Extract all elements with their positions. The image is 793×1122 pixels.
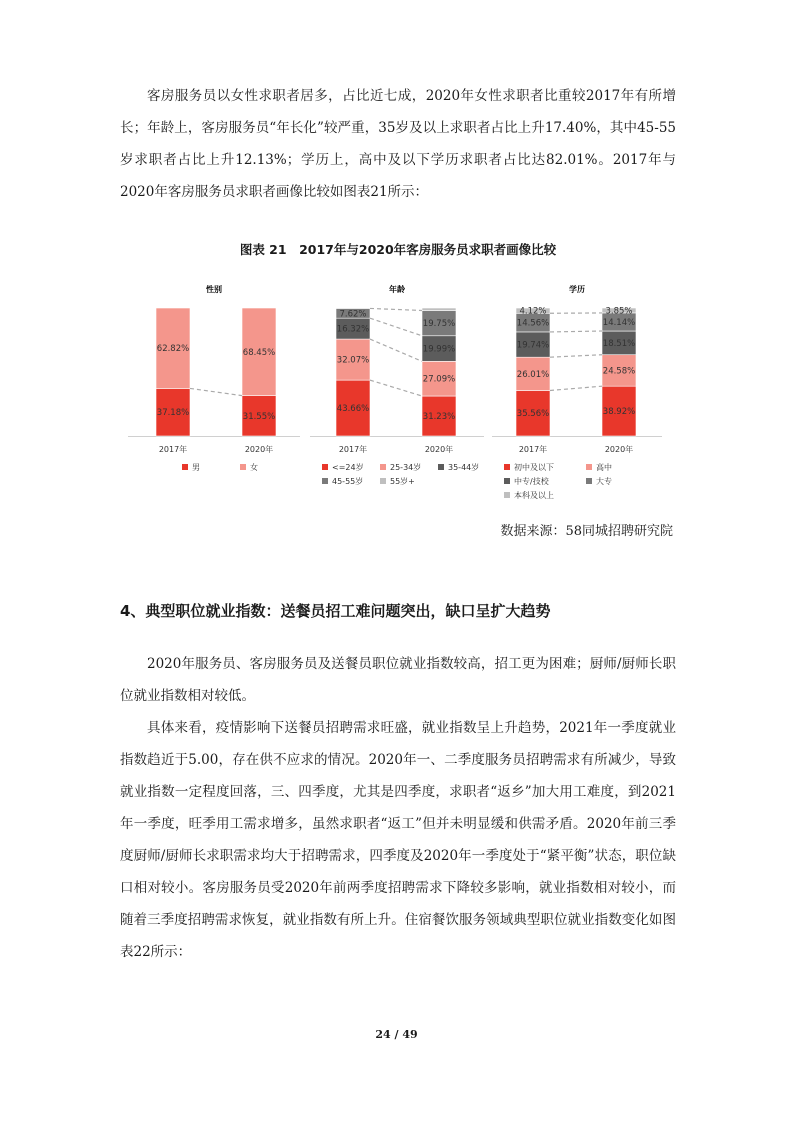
legend-label: 男: [192, 463, 200, 472]
legend-swatch: [504, 492, 510, 498]
legend-label: 中专/技校: [514, 477, 549, 486]
legend-label: 高中: [596, 463, 612, 472]
data-label: 18.51%: [602, 338, 636, 349]
legend-swatch: [586, 464, 592, 470]
chart-title: 年龄: [389, 285, 405, 294]
data-label: 19.75%: [422, 319, 456, 330]
figure-title: 图表 21 2017年与2020年客房服务员求职者画像比较: [239, 242, 557, 257]
legend-label: 25-34岁: [390, 463, 422, 472]
data-label: 37.18%: [156, 408, 190, 419]
legend-swatch: [182, 464, 188, 470]
data-source: 数据来源：58同城招聘研究院: [500, 524, 673, 539]
legend-label: 55岁+: [390, 477, 415, 486]
x-tick-label: 2020年: [244, 445, 274, 454]
data-label: 19.74%: [516, 340, 550, 351]
paragraph-3: 具体来看，疫情影响下送餐员招聘需求旺盛，就业指数呈上升趋势，2021年一季度就业指数趋近于5.00，存在供不应求的情况。2020年一、二季度服务员招聘需求有所减少，导致就业指数一定程度回落，三、四季度，尤其是四季度，求职者“返乡”加大用工难度，到2021年一季度，旺季用工需求增多，虽然求职者“返工”但并未明显缓和供需矛盾。2020年前三季度厨师/厨师长求职需求均大于招聘需求，四季度及2020年一季度处于“紧平衡”状态，职位缺口相对较小。客房服务员受2020年前两季度招聘需求下降较多影响，就业指数相对较小，而随着三季度招聘需求恢复，就业指数有所上升。住宿餐饮服务领域典型职位就业指数变化如图表22所示：: [120, 720, 676, 960]
legend-label: <=24岁: [332, 463, 364, 472]
connector-line: [550, 386, 602, 390]
x-tick-label: 2017年: [158, 445, 188, 454]
data-label: 14.56%: [516, 318, 550, 329]
connector-line: [190, 388, 242, 395]
data-label: 4.12%: [519, 306, 547, 317]
data-label: 43.66%: [336, 404, 370, 415]
data-label: 31.55%: [242, 411, 276, 422]
chart-title: 学历: [569, 285, 585, 294]
data-label: 7.62%: [339, 309, 367, 320]
x-tick-label: 2017年: [518, 445, 548, 454]
connector-line: [370, 308, 422, 310]
chart-title: 性别: [206, 285, 222, 294]
legend-swatch: [322, 464, 328, 470]
data-label: 62.82%: [156, 344, 190, 355]
legend-swatch: [504, 478, 510, 484]
section-heading: 4、典型职位就业指数：送餐员招工难问题突出，缺口呈扩大趋势: [120, 602, 551, 620]
legend-swatch: [586, 478, 592, 484]
legend-label: 本科及以上: [514, 491, 554, 500]
legend-label: 45-55岁: [332, 477, 364, 486]
legend-swatch: [380, 478, 386, 484]
data-label: 19.99%: [422, 344, 456, 355]
legend-swatch: [380, 464, 386, 470]
intro-paragraph: 客房服务员以女性求职者居多，占比近七成，2020年女性求职者比重较2017年有所增长；年龄上，客房服务员“年长化”较严重，35岁及以上求职者占比上升17.40%，其中45-55岁求职者占比上升12.13%；学历上，高中及以下学历求职者占比达82.01%。2017年与2020年客房服务员求职者画像比较如图表21所示：: [120, 88, 676, 200]
connector-line: [550, 355, 602, 357]
data-label: 68.45%: [242, 347, 276, 358]
legend-swatch: [438, 464, 444, 470]
data-label: 27.09%: [422, 374, 456, 385]
connector-line: [370, 339, 422, 361]
figure-charts: [0, 270, 793, 510]
x-tick-label: 2020年: [424, 445, 454, 454]
legend-label: 35-44岁: [448, 463, 480, 472]
data-label: 3.85%: [605, 306, 633, 317]
x-tick-label: 2020年: [604, 445, 634, 454]
legend-label: 女: [250, 463, 258, 472]
connector-line: [550, 331, 602, 332]
data-label: 16.32%: [336, 324, 370, 335]
data-label: 38.92%: [602, 407, 636, 418]
connector-line: [370, 318, 422, 336]
data-label: 35.56%: [516, 409, 550, 420]
legend-swatch: [322, 478, 328, 484]
legend-label: 大专: [596, 477, 612, 486]
data-label: 32.07%: [336, 355, 370, 366]
page-number: 24 / 49: [375, 1028, 418, 1041]
x-tick-label: 2017年: [338, 445, 368, 454]
data-label: 14.14%: [602, 317, 636, 328]
legend-swatch: [240, 464, 246, 470]
data-label: 26.01%: [516, 369, 550, 380]
connector-line: [370, 380, 422, 396]
bar-segment: [422, 308, 456, 310]
legend-swatch: [504, 464, 510, 470]
legend-label: 初中及以下: [514, 463, 554, 472]
data-label: 31.23%: [422, 412, 456, 423]
paragraph-2: 2020年服务员、客房服务员及送餐员职位就业指数较高，招工更为困难；厨师/厨师长职位就业指数相对较低。: [120, 656, 676, 704]
data-label: 24.58%: [602, 366, 636, 377]
